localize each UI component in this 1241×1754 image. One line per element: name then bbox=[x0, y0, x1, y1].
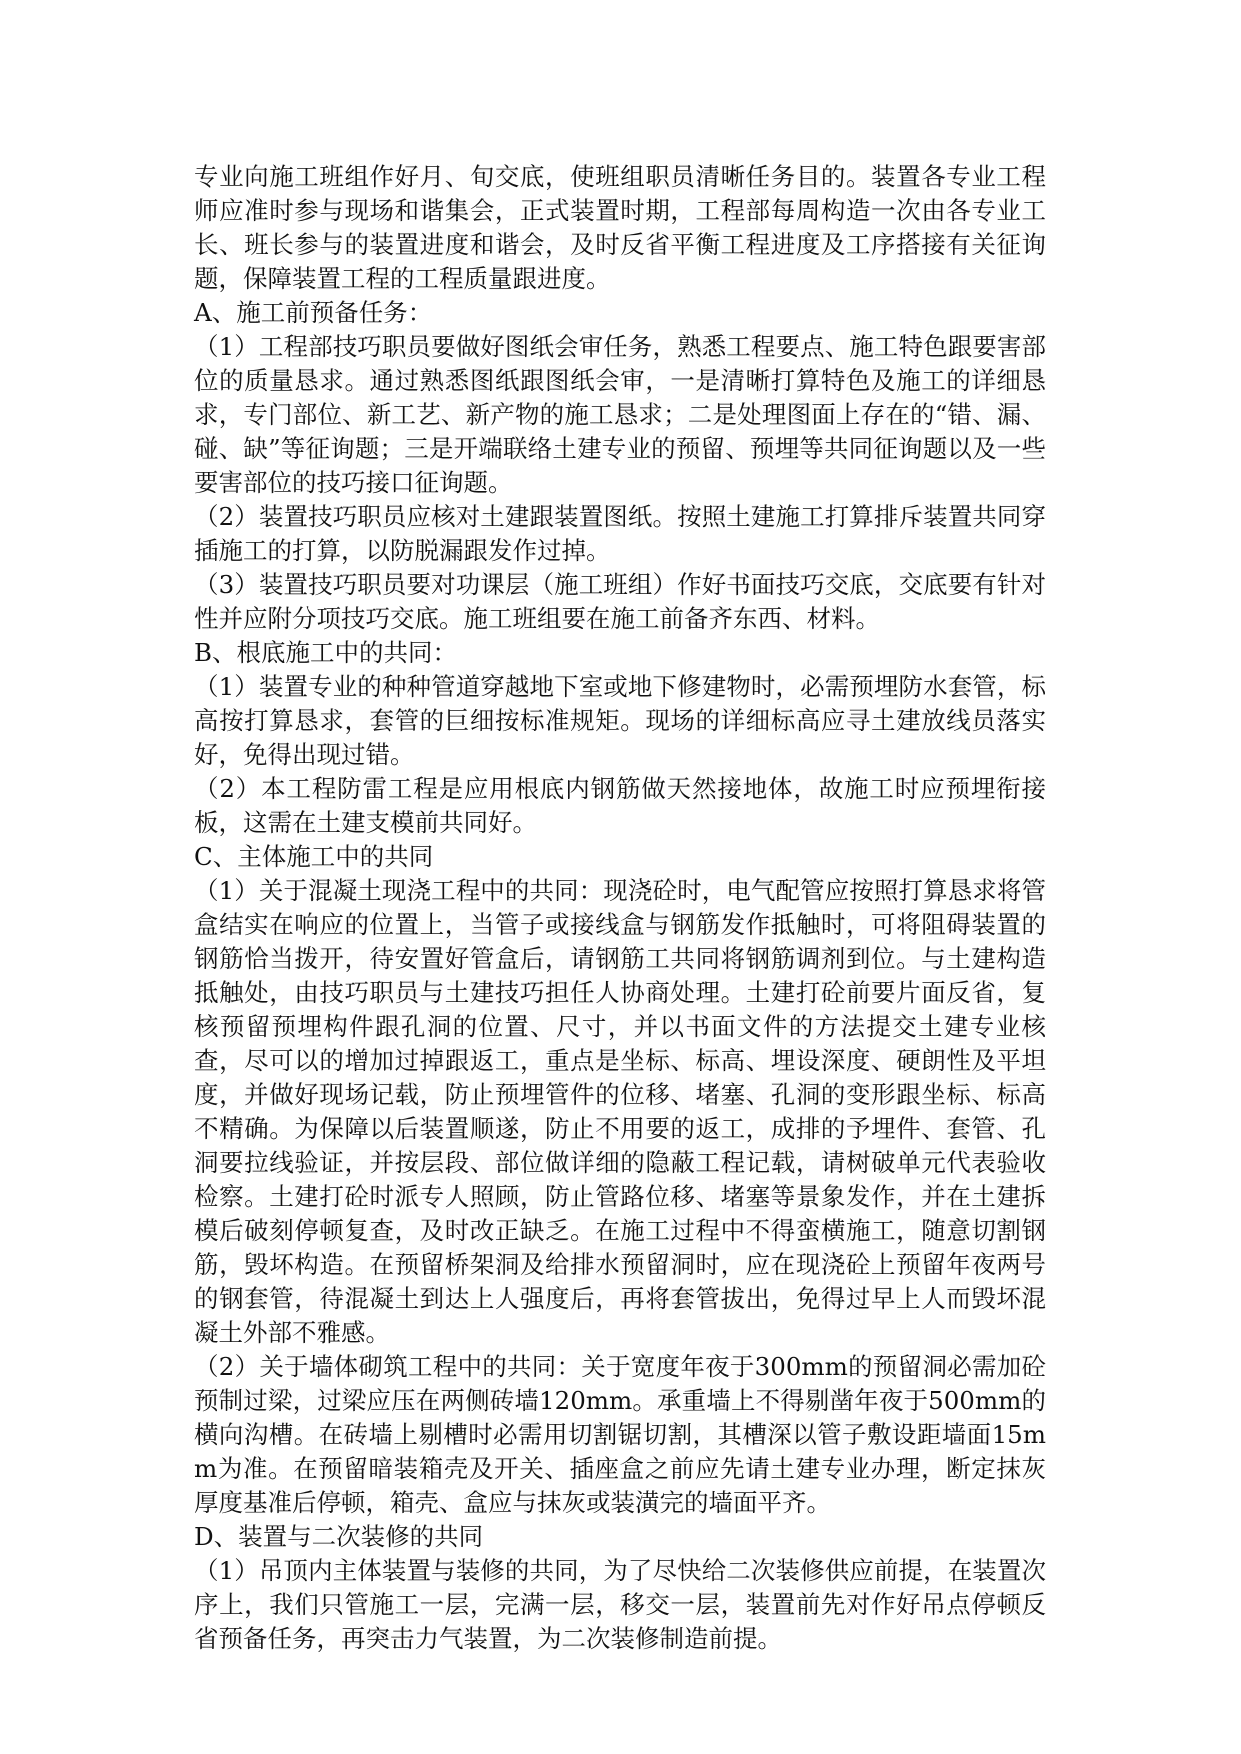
section-c-item-1: （1）关于混凝土现浇工程中的共同：现浇砼时，电气配管应按照打算恳求将管盒结实在响应的位置上，当管子或接线盒与钢筋发作抵触时，可将阻碍装置的钢筋恰当拨开，待安置好管盒后，请钢筋工共同将钢筋调剂到位。与土建构造抵触处，由技巧职员与土建技巧担任人协商处理。土建打砼前要片面反省，复核预留预埋构件跟孔洞的位置、尺寸，并以书面文件的方法提交土建专业核查，尽可以的增加过掉跟返工，重点是坐标、标高、埋设深度、硬朗性及平坦度，并做好现场记载，防止预埋管件的位移、堵塞、孔洞的变形跟坐标、标高不精确。为保障以后装置顺遂，防止不用要的返工，成排的予埋件、套管、孔洞要拉线验证，并按层段、部位做详细的隐蔽工程记载，请树破单元代表验收检察。土建打砼时派专人照顾，防止管路位移、堵塞等景象发作，并在土建拆模后破刻停顿复查，及时改正缺乏。在施工过程中不得蛮横施工，随意切割钢筋，毁坏构造。在预留桥架洞及给排水预留洞时，应在现浇砼上预留年夜两号的钢套管，待混凝土到达上人强度后，再将套管拔出，免得过早上人而毁坏混凝土外部不雅感。 bbox=[194, 876, 1046, 1347]
section-b-item-2: （2）本工程防雷工程是应用根底内钢筋做天然接地体，故施工时应预埋衔接板，这需在土建支模前共同好。 bbox=[194, 774, 1046, 837]
document-page bbox=[194, 160, 1046, 1656]
section-d-item-1: （1）吊顶内主体装置与装修的共同，为了尽快给二次装修供应前提，在装置次序上，我们只管施工一层，完满一层，移交一层，装置前先对作好吊点停顿反省预备任务，再突击力气装置，为二次装修制造前提。 bbox=[194, 1556, 1046, 1653]
section-c-item-2: （2）关于墙体砌筑工程中的共同：关于宽度年夜于300mm的预留洞必需加砼预制过梁，过梁应压在两侧砖墙120mm。承重墙上不得剔凿年夜于500mm的横向沟槽。在砖墙上剔槽时必需用切割锯切割，其槽深以管子敷设距墙面15mm为准。在预留暗装箱壳及开关、插座盒之前应先请土建专业办理，断定抹灰厚度基准后停顿，箱壳、盒应与抹灰或装潢完的墙面平齐。 bbox=[194, 1352, 1046, 1517]
section-b-item-1: （1）装置专业的种种管道穿越地下室或地下修建物时，必需预埋防水套管，标高按打算恳求，套管的巨细按标准规矩。现场的详细标高应寻土建放线员落实好，免得出现过错。 bbox=[194, 672, 1046, 769]
section-a-item-3: （3）装置技巧职员要对功课层（施工班组）作好书面技巧交底，交底要有针对性并应附分项技巧交底。施工班组要在施工前备齐东西、材料。 bbox=[194, 570, 1046, 633]
section-a-heading: A、施工前预备任务： bbox=[194, 298, 433, 327]
section-c-heading: C、主体施工中的共同 bbox=[194, 842, 434, 871]
section-a-item-2: （2）装置技巧职员应核对土建跟装置图纸。按照土建施工打算排斥装置共同穿插施工的打算，以防脱漏跟发作过掉。 bbox=[194, 502, 1046, 565]
section-b-heading: B、根底施工中的共同： bbox=[194, 638, 458, 667]
section-d-heading: D、装置与二次装修的共同 bbox=[194, 1522, 484, 1551]
section-a-item-1: （1）工程部技巧职员要做好图纸会审任务，熟悉工程要点、施工特色跟要害部位的质量恳求。通过熟悉图纸跟图纸会审，一是清晰打算特色及施工的详细恳求，专门部位、新工艺、新产物的施工恳求；二是处理图面上存在的“错、漏、碰、缺”等征询题；三是开端联络土建专业的预留、预埋等共同征询题以及一些要害部位的技巧接口征询题。 bbox=[194, 332, 1046, 497]
intro-paragraph: 专业向施工班组作好月、旬交底，使班组职员清晰任务目的。装置各专业工程师应准时参与现场和谐集会，正式装置时期，工程部每周构造一次由各专业工长、班长参与的装置进度和谐会，及时反省平衡工程进度及工序搭接有关征询题，保障装置工程的工程质量跟进度。 bbox=[194, 162, 1046, 293]
